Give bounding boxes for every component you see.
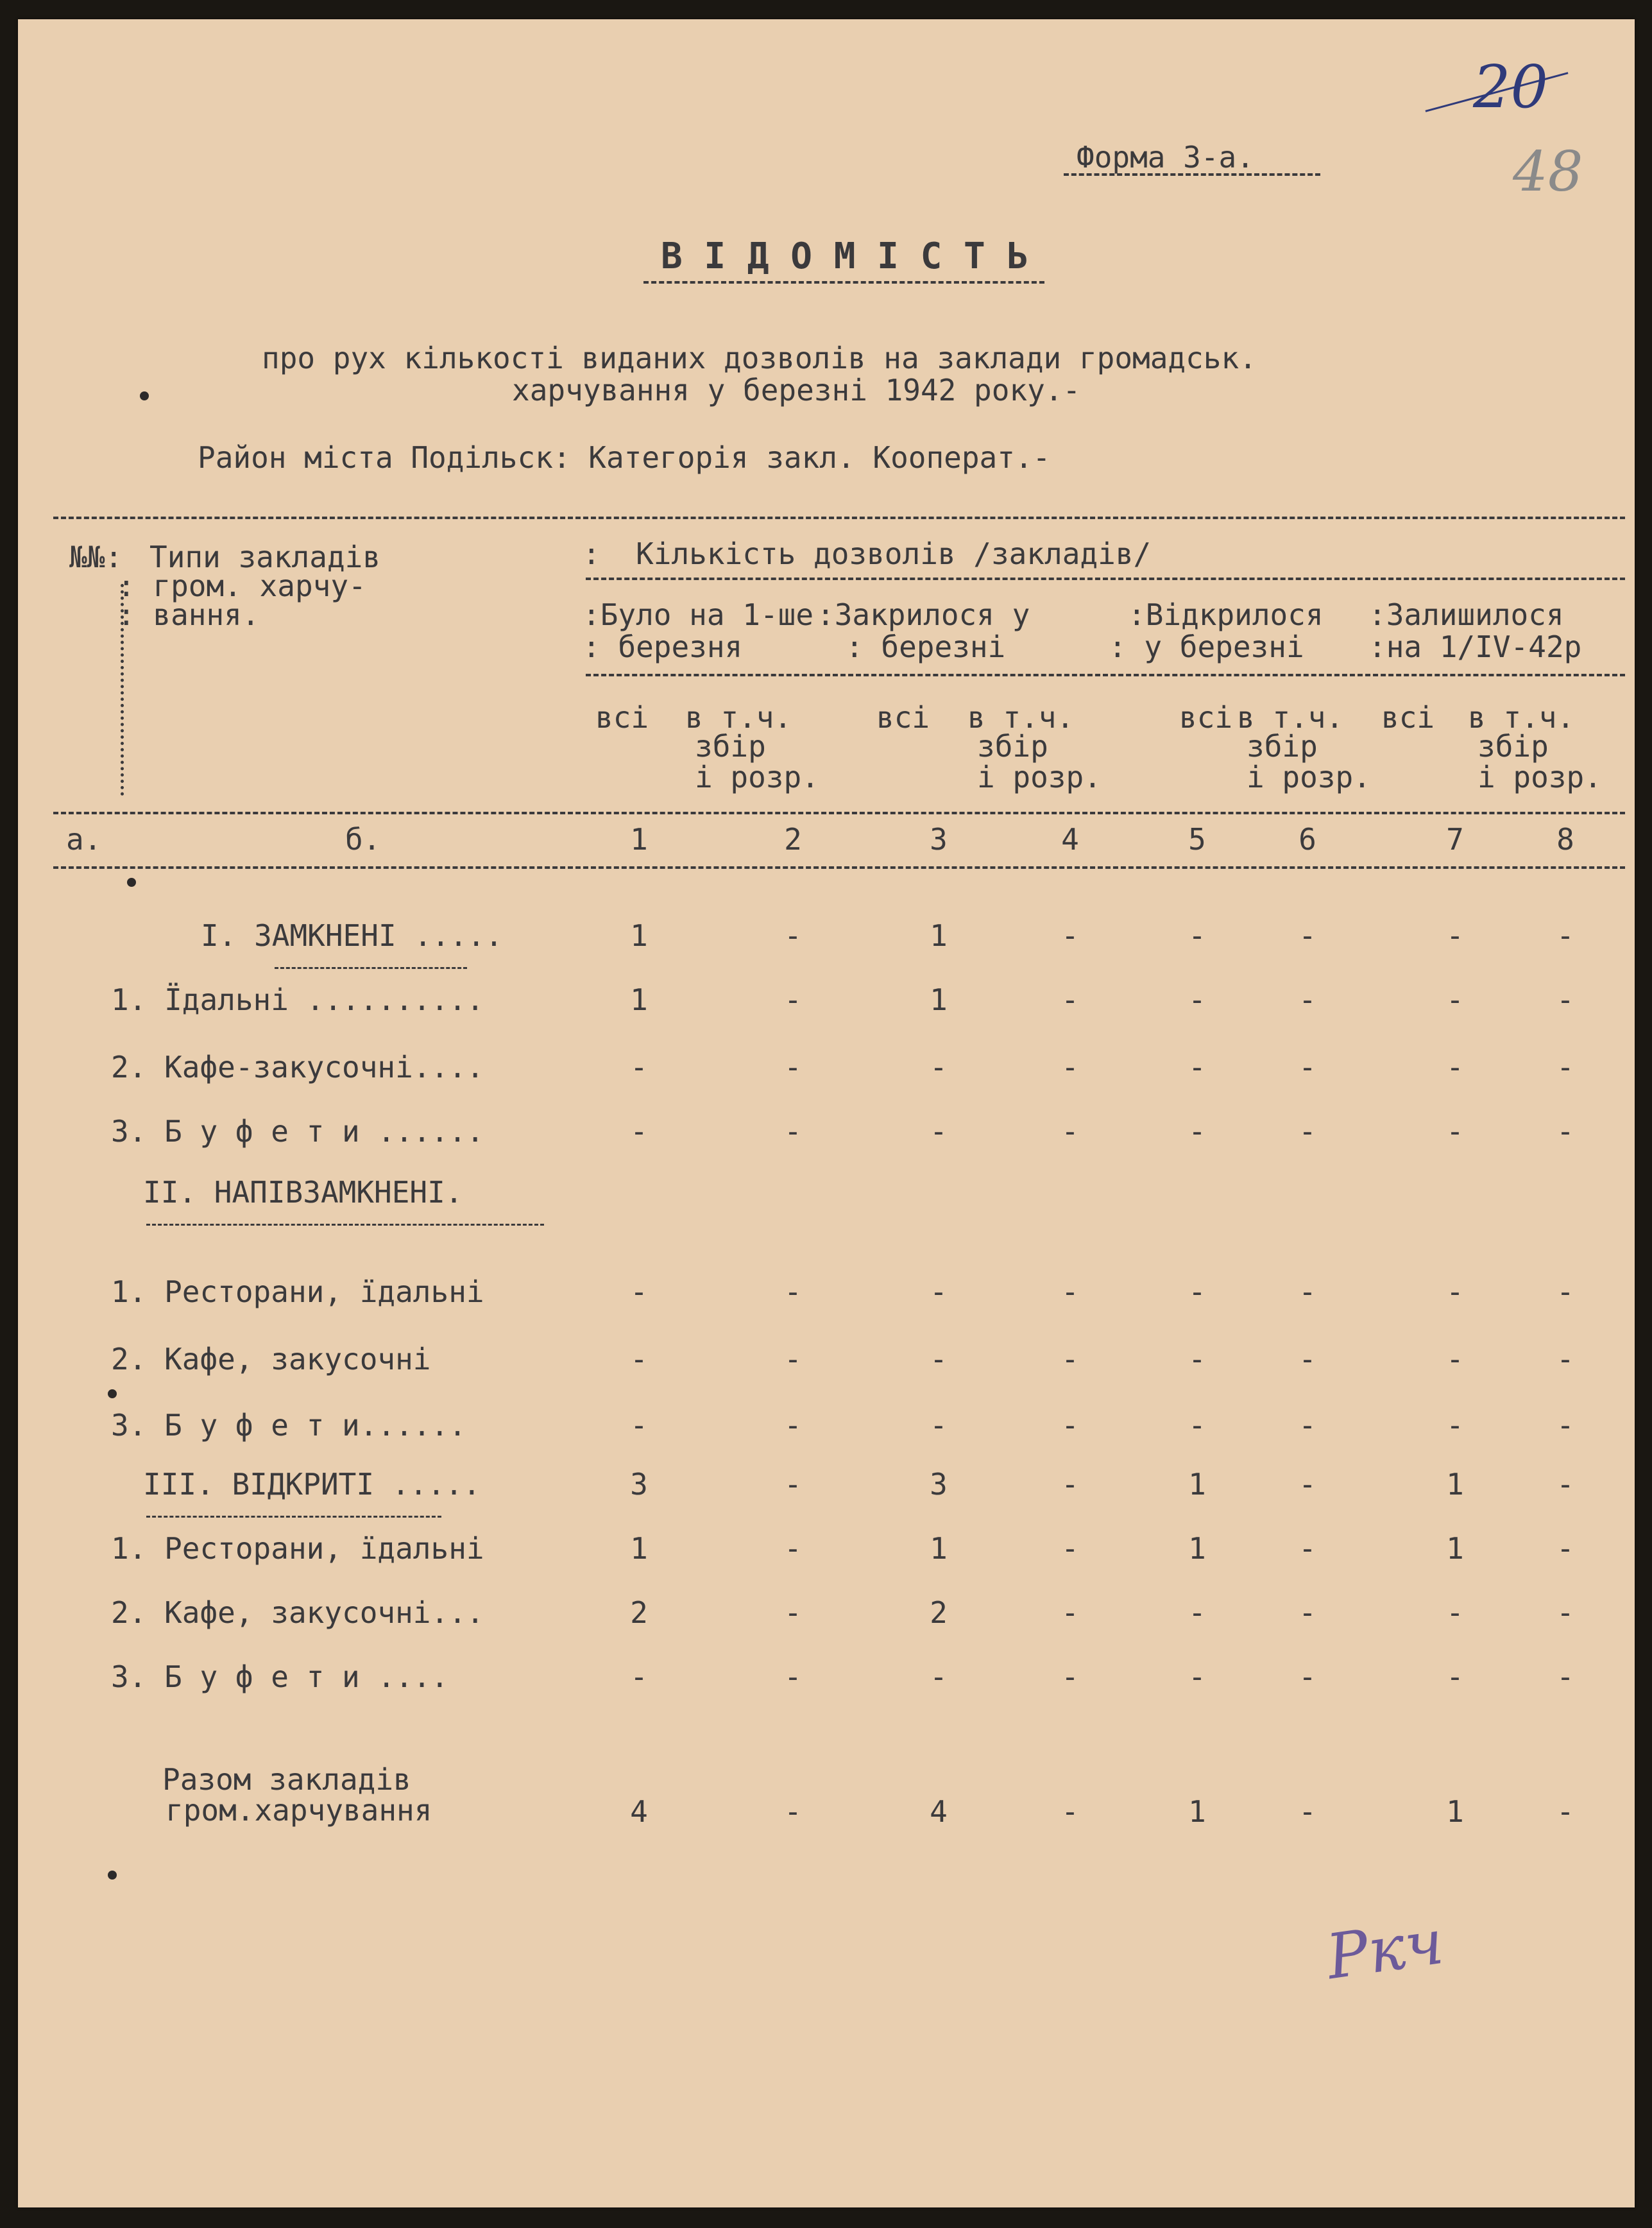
row-value: - xyxy=(1556,1659,1574,1694)
header-bottom-line xyxy=(53,812,1625,814)
row-value: - xyxy=(1061,1274,1079,1309)
total-value: 1 xyxy=(1446,1794,1464,1829)
row-value: 3 xyxy=(930,1467,948,1502)
row-value: - xyxy=(1446,982,1464,1017)
row-value: 1 xyxy=(630,982,648,1017)
col-letter-a: а. xyxy=(66,822,102,857)
total-label-line1: Разом закладів xyxy=(162,1762,411,1797)
document-subtitle-line1: про рух кількості виданих дозволів на заклади громадськ. xyxy=(262,341,1257,375)
column-number: 8 xyxy=(1556,822,1574,857)
column-number: 6 xyxy=(1299,822,1316,857)
row-value: - xyxy=(630,1274,648,1309)
ink-mark xyxy=(108,1871,117,1880)
row-value: 1 xyxy=(930,1531,948,1566)
row-value: - xyxy=(1188,1274,1206,1309)
row-value: - xyxy=(1299,1274,1316,1309)
ink-mark xyxy=(140,391,149,400)
row-value: - xyxy=(930,1342,948,1376)
row-value: 1 xyxy=(930,918,948,953)
ink-mark xyxy=(108,1389,117,1398)
row-value: 1 xyxy=(930,982,948,1017)
row-value: - xyxy=(1299,1595,1316,1630)
row-label: 3. Б у ф е т и .... xyxy=(111,1659,449,1694)
section-underline xyxy=(146,1224,544,1226)
document-subtitle-line2: харчування у березні 1942 року.- xyxy=(512,373,1081,407)
row-value: 1 xyxy=(630,1531,648,1566)
row-value: - xyxy=(1188,1114,1206,1149)
row-value: - xyxy=(784,982,802,1017)
total-value: - xyxy=(1556,1794,1574,1829)
row-value: - xyxy=(1556,1408,1574,1443)
row-label: 3. Б у ф е т и ...... xyxy=(111,1114,484,1149)
row-value: - xyxy=(630,1408,648,1443)
row-value: - xyxy=(784,1050,802,1084)
section-label: II. НАПІВЗАМКНЕНІ. xyxy=(143,1175,463,1210)
row-value: - xyxy=(1299,1408,1316,1443)
types-header-line3: : вання. xyxy=(117,597,260,632)
row-value: - xyxy=(1061,1342,1079,1376)
row-value: - xyxy=(930,1050,948,1084)
group-header-2-line1: :Закрилося у xyxy=(817,597,1030,632)
row-value: - xyxy=(1061,1408,1079,1443)
row-value: - xyxy=(1299,1114,1316,1149)
row-value: - xyxy=(630,1050,648,1084)
row-label: 3. Б у ф е т и...... xyxy=(111,1408,466,1443)
group-header-2-line2: : березні xyxy=(846,630,1006,664)
row-value: - xyxy=(930,1408,948,1443)
types-header-line1: Типи закладів xyxy=(149,540,381,574)
section-label: I. ЗАМКНЕНІ ..... xyxy=(201,918,503,953)
total-value: - xyxy=(1061,1794,1079,1829)
row-value: - xyxy=(1556,982,1574,1017)
row-value: - xyxy=(1556,1595,1574,1630)
row-value: - xyxy=(1299,1467,1316,1502)
row-value: - xyxy=(1061,1114,1079,1149)
section-underline xyxy=(275,967,467,969)
row-value: - xyxy=(1188,1342,1206,1376)
row-value: - xyxy=(1556,1050,1574,1084)
subheader-incl-line1: в т.ч. xyxy=(967,700,1075,735)
row-value: - xyxy=(1061,1531,1079,1566)
group-header-4-line1: :Залишилося xyxy=(1368,597,1564,632)
row-value: - xyxy=(1446,1408,1464,1443)
row-value: - xyxy=(1556,1467,1574,1502)
column-number: 5 xyxy=(1188,822,1206,857)
document-title: В І Д О М І С Т Ь xyxy=(661,236,1029,277)
group-header-1-line1: :Було на 1-ше xyxy=(583,597,814,632)
row-value: - xyxy=(1061,1050,1079,1084)
row-value: - xyxy=(1188,1595,1206,1630)
subheader-all: всі xyxy=(1179,700,1233,735)
column-number: 1 xyxy=(630,822,648,857)
row-value: - xyxy=(930,1274,948,1309)
section-label: III. ВІДКРИТІ ..... xyxy=(143,1467,481,1502)
row-value: - xyxy=(1061,1467,1079,1502)
page-number-alt: 48 xyxy=(1513,140,1583,204)
row-value: - xyxy=(1446,1659,1464,1694)
row-label: 1. Їдальні .......... xyxy=(111,982,484,1017)
row-value: 3 xyxy=(630,1467,648,1502)
row-label: 2. Кафе, закусочні xyxy=(111,1342,431,1376)
group-header-1-line2: : березня xyxy=(583,630,743,664)
row-label: 1. Ресторани, їдальні xyxy=(111,1531,484,1566)
row-value: - xyxy=(1556,1114,1574,1149)
row-value: - xyxy=(784,1274,802,1309)
row-value: - xyxy=(1446,1595,1464,1630)
subheader-incl-line3: і розр. xyxy=(1477,760,1602,794)
row-value: - xyxy=(784,918,802,953)
row-value: - xyxy=(1299,1342,1316,1376)
row-value: - xyxy=(1299,918,1316,953)
column-number: 3 xyxy=(930,822,948,857)
group-header-3-line2: : у березні xyxy=(1109,630,1304,664)
group-header-underline xyxy=(586,674,1625,676)
row-value: - xyxy=(930,1659,948,1694)
document-page xyxy=(18,19,1635,2207)
row-value: - xyxy=(1556,1531,1574,1566)
row-value: - xyxy=(1556,1274,1574,1309)
total-value: 4 xyxy=(930,1794,948,1829)
signature: Ркч xyxy=(1322,1905,1448,1994)
row-value: - xyxy=(630,1114,648,1149)
row-value: - xyxy=(1446,1050,1464,1084)
row-value: - xyxy=(1446,918,1464,953)
count-header-underline xyxy=(586,578,1625,580)
row-value: - xyxy=(784,1659,802,1694)
row-value: - xyxy=(784,1342,802,1376)
total-value: 1 xyxy=(1188,1794,1206,1829)
row-value: - xyxy=(1446,1114,1464,1149)
row-value: - xyxy=(784,1114,802,1149)
count-header: : Кількість дозволів /закладів/ xyxy=(583,536,1152,571)
row-value: - xyxy=(1556,1342,1574,1376)
total-value: - xyxy=(1299,1794,1316,1829)
row-value: - xyxy=(1446,1342,1464,1376)
row-value: - xyxy=(784,1531,802,1566)
subheader-incl-line1: в т.ч. xyxy=(1237,700,1344,735)
numbering-bottom-line xyxy=(53,866,1625,869)
section-underline xyxy=(146,1516,441,1518)
row-value: - xyxy=(630,1342,648,1376)
subheader-incl-line2: збір xyxy=(1477,729,1549,764)
row-value: - xyxy=(1446,1274,1464,1309)
types-header-line2: : гром. харчу- xyxy=(117,569,366,603)
page-number: 20 xyxy=(1473,53,1549,121)
subheader-incl-line2: збір xyxy=(977,729,1048,764)
row-value: - xyxy=(930,1114,948,1149)
total-label-line2: гром.харчування xyxy=(166,1793,432,1828)
row-value: 1 xyxy=(1188,1467,1206,1502)
row-label: 1. Ресторани, їдальні xyxy=(111,1274,484,1309)
column-number: 7 xyxy=(1446,822,1464,857)
row-value: - xyxy=(1188,1050,1206,1084)
row-value: - xyxy=(1188,1408,1206,1443)
row-value: - xyxy=(630,1659,648,1694)
total-value: - xyxy=(784,1794,802,1829)
row-value: - xyxy=(1299,1531,1316,1566)
row-value: - xyxy=(1188,1659,1206,1694)
row-value: - xyxy=(784,1467,802,1502)
row-value: - xyxy=(1188,982,1206,1017)
row-value: - xyxy=(1556,918,1574,953)
row-value: - xyxy=(1188,918,1206,953)
subheader-incl-line3: і розр. xyxy=(977,760,1102,794)
subheader-incl-line3: і розр. xyxy=(1247,760,1371,794)
left-dotted-border xyxy=(121,584,124,796)
row-value: 1 xyxy=(1188,1531,1206,1566)
subheader-incl-line3: і розр. xyxy=(695,760,819,794)
form-label-underline xyxy=(1064,173,1320,176)
column-number: 4 xyxy=(1061,822,1079,857)
title-underline xyxy=(643,281,1044,284)
row-value: 1 xyxy=(1446,1467,1464,1502)
subheader-all: всі xyxy=(595,700,649,735)
num-col-header: №№: xyxy=(69,540,123,574)
row-value: - xyxy=(1061,1659,1079,1694)
subheader-all: всі xyxy=(876,700,930,735)
row-value: - xyxy=(1299,1659,1316,1694)
row-value: - xyxy=(1299,1050,1316,1084)
row-value: 2 xyxy=(630,1595,648,1630)
group-header-4-line2: :на 1/IV-42р xyxy=(1368,630,1582,664)
subheader-incl-line1: в т.ч. xyxy=(1468,700,1575,735)
col-letter-b: б. xyxy=(345,822,381,857)
header-top-line xyxy=(53,517,1625,519)
subheader-incl-line1: в т.ч. xyxy=(685,700,792,735)
ink-mark xyxy=(127,878,136,887)
subheader-all: всі xyxy=(1381,700,1435,735)
row-value: - xyxy=(784,1595,802,1630)
row-label: 2. Кафе, закусочні... xyxy=(111,1595,484,1630)
form-label: Форма 3-а. xyxy=(1077,140,1254,175)
row-value: - xyxy=(1061,1595,1079,1630)
row-value: - xyxy=(1061,918,1079,953)
row-value: - xyxy=(784,1408,802,1443)
subheader-incl-line2: збір xyxy=(695,729,766,764)
row-value: - xyxy=(1299,982,1316,1017)
district-line: Район міста Подільск: Категорія закл. Кооперат.- xyxy=(198,440,1051,475)
subheader-incl-line2: збір xyxy=(1247,729,1318,764)
total-value: 4 xyxy=(630,1794,648,1829)
column-number: 2 xyxy=(784,822,802,857)
group-header-3-line1: :Відкрилося xyxy=(1128,597,1324,632)
row-value: 1 xyxy=(1446,1531,1464,1566)
row-value: - xyxy=(1061,982,1079,1017)
row-value: 2 xyxy=(930,1595,948,1630)
row-value: 1 xyxy=(630,918,648,953)
row-label: 2. Кафе-закусочні.... xyxy=(111,1050,484,1084)
